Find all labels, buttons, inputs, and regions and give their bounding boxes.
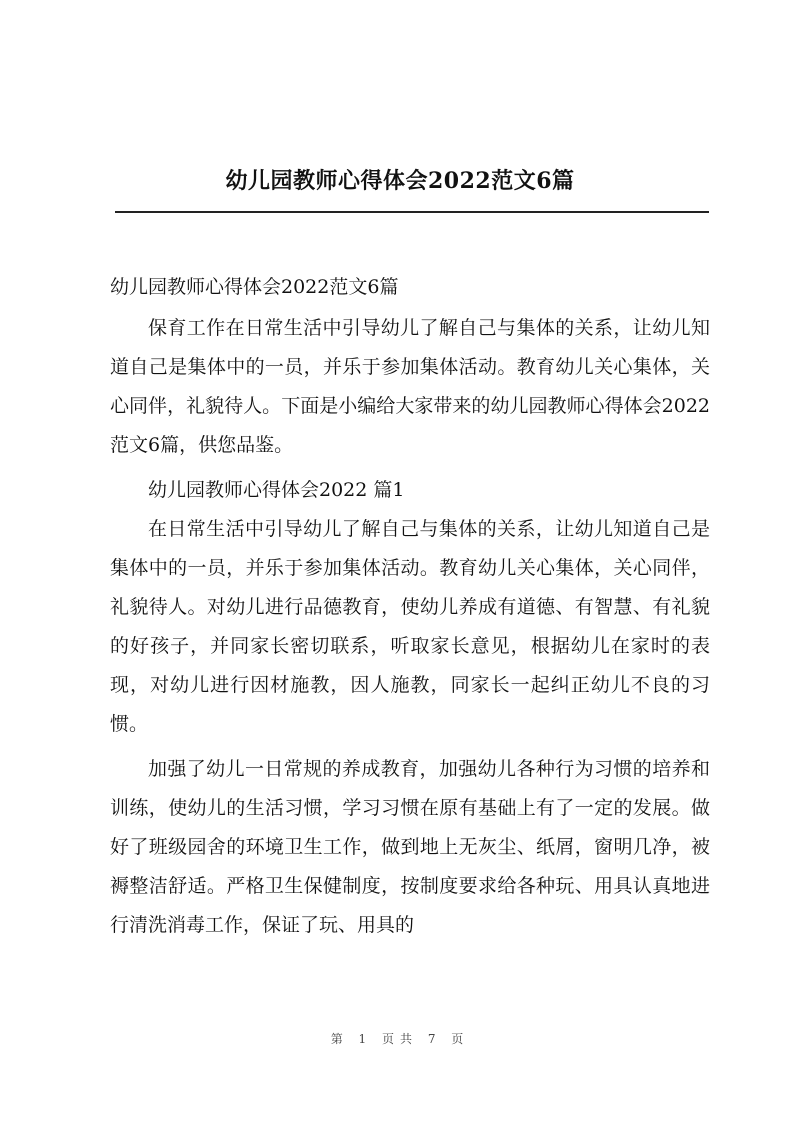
header-divider [115,211,709,213]
page-number-footer: 第 1 页共 7 页 [330,1032,470,1046]
document-title: 幼儿园教师心得体会2022范文6篇 [110,276,399,298]
page-header-title: 幼儿园教师心得体会2022范文6篇 [225,168,575,194]
body-paragraph-2: 加强了幼儿一日常规的养成教育，加强幼儿各种行为习惯的培养和训练，使幼儿的生活习惯，学习习惯在原有基础上有了一定的发展。做好了班级园舍的环境卫生工作，做到地上无灰尘、纸屑，窗明几净，被褥整洁舒适。严格卫生保健制度，按制度要求给各种玩、用具认真地进行清洗消毒工作，保证了玩、用具的 [110,758,710,936]
document-body [110,268,710,945]
intro-paragraph: 保育工作在日常生活中引导幼儿了解自己与集体的关系，让幼儿知道自己是集体中的一员，并乐于参加集体活动。教育幼儿关心集体，关心同伴，礼貌待人。下面是小编给大家带来的幼儿园教师心得体会2022范文6篇，供您品鉴。 [110,317,710,456]
section-heading: 幼儿园教师心得体会2022 篇1 [148,479,405,501]
body-paragraph-1: 在日常生活中引导幼儿了解自己与集体的关系，让幼儿知道自己是集体中的一员，并乐于参加集体活动。教育幼儿关心集体，关心同伴，礼貌待人。对幼儿进行品德教育，使幼儿养成有道德、有智慧、有礼貌的好孩子，并同家长密切联系，听取家长意见，根据幼儿在家时的表现，对幼儿进行因材施教，因人施教，同家长一起纠正幼儿不良的习惯。 [110,518,710,735]
